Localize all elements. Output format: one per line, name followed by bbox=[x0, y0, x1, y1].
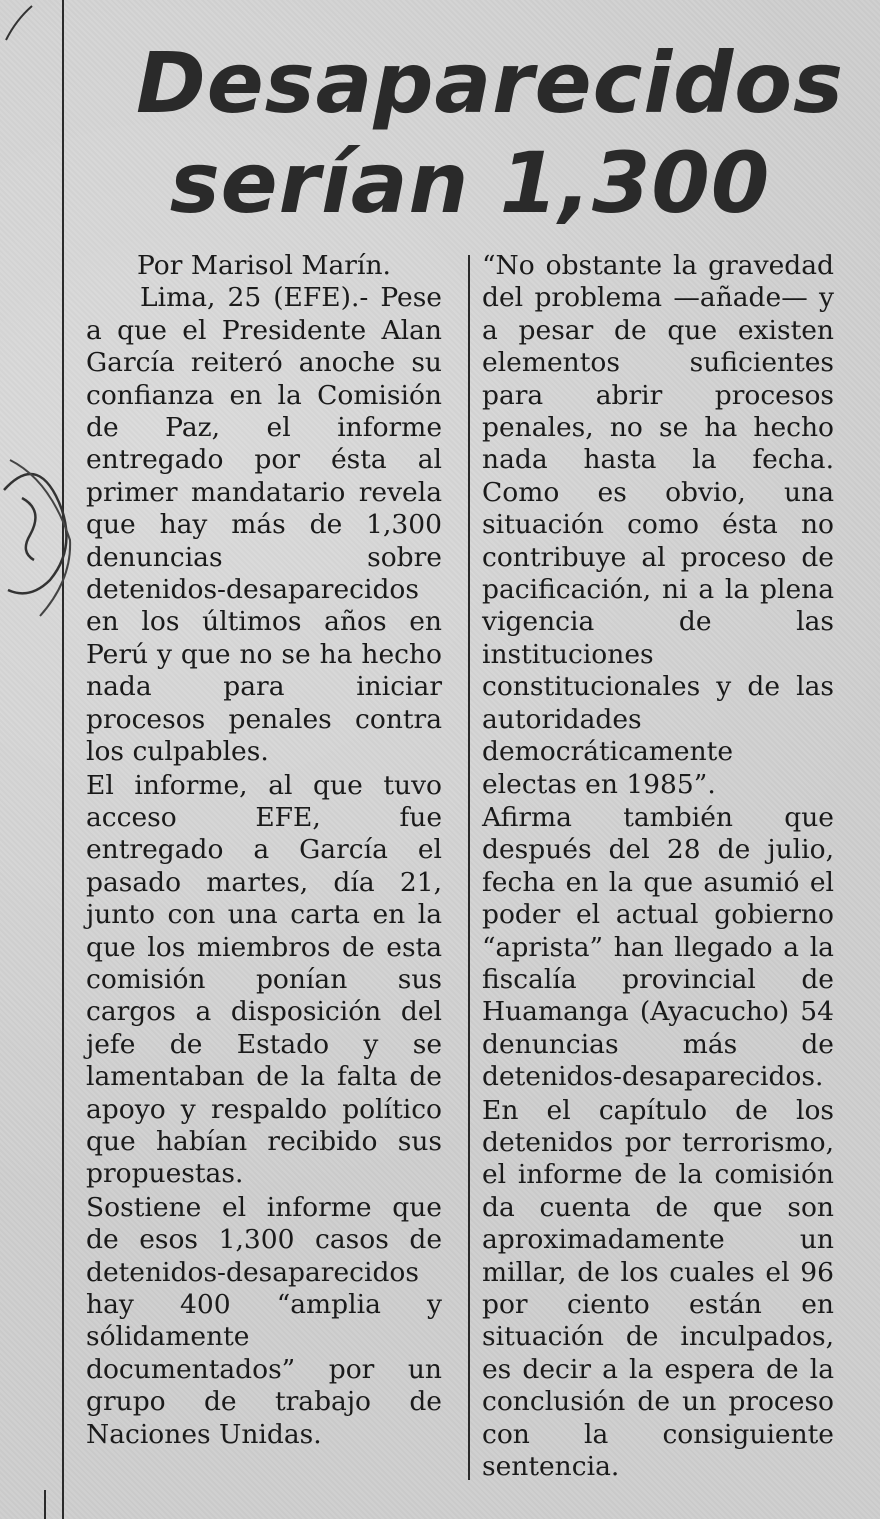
paragraph: El informe, al que tuvo acceso EFE, fue entregado a García el pasado martes, día 21, junto con una carta en la que los miembros de esta comisión ponían sus cargos a disposición del jefe de Estado y se lamentaban de la falta de apoyo y respaldo político que habían recibido sus propuestas. bbox=[86, 769, 442, 1190]
paragraph: “No obstante la gravedad del problema —añade— y a pesar de que existen elementos suficientes para abrir procesos penales, no se ha hecho nada hasta la fecha. Como es obvio, una situación como ésta no contribuye al proceso de pacificación, ni a la plena vigencia de las instituciones constitucionales y de las autoridades democráticamente electas en 1985”. bbox=[482, 250, 834, 800]
paragraph: Lima, 25 (EFE).- Pese a que el Presidente Alan García reiteró anoche su confianza en la Comisión de Paz, el informe entregado por ésta al primer mandatario revela que hay más de 1,300 denuncias sobre detenidos-desaparecidos en los últimos años en Perú y que no se ha hecho nada para iniciar procesos penales contra los culpables. bbox=[86, 282, 442, 768]
byline: Por Marisol Marín. bbox=[137, 250, 391, 281]
left-column-rule bbox=[62, 0, 64, 1519]
headline-line-2: serían 1,300 bbox=[169, 134, 771, 232]
article-right-column bbox=[482, 250, 834, 1484]
article-left-column bbox=[86, 250, 442, 1452]
paragraph: En el capítulo de los detenidos por terrorismo, el informe de la comisión da cuenta de que son aproximadamente un millar, de los cuales el 96 por ciento están en situación de inculpados, es decir a la espera de la conclusión de un proceso con la consiguiente sentencia. bbox=[482, 1094, 834, 1483]
paragraph: Afirma también que después del 28 de julio, fecha en la que asumió el poder el actual gobierno “aprista” han llegado a la fiscalía provincial de Huamanga (Ayacucho) 54 denuncias más de detenidos-desaparecidos. bbox=[482, 801, 834, 1093]
left-edge-rule bbox=[44, 1490, 46, 1519]
paragraph: Sostiene el informe que de esos 1,300 casos de detenidos-desaparecidos hay 400 “amplia y sólidamente documentados” por un grupo de trabajo de Naciones Unidas. bbox=[86, 1191, 442, 1450]
headline-line-1: Desaparecidos bbox=[135, 34, 844, 132]
column-divider bbox=[468, 255, 470, 1480]
handwritten-scribble bbox=[0, 440, 80, 620]
pen-tick-mark bbox=[0, 0, 40, 60]
